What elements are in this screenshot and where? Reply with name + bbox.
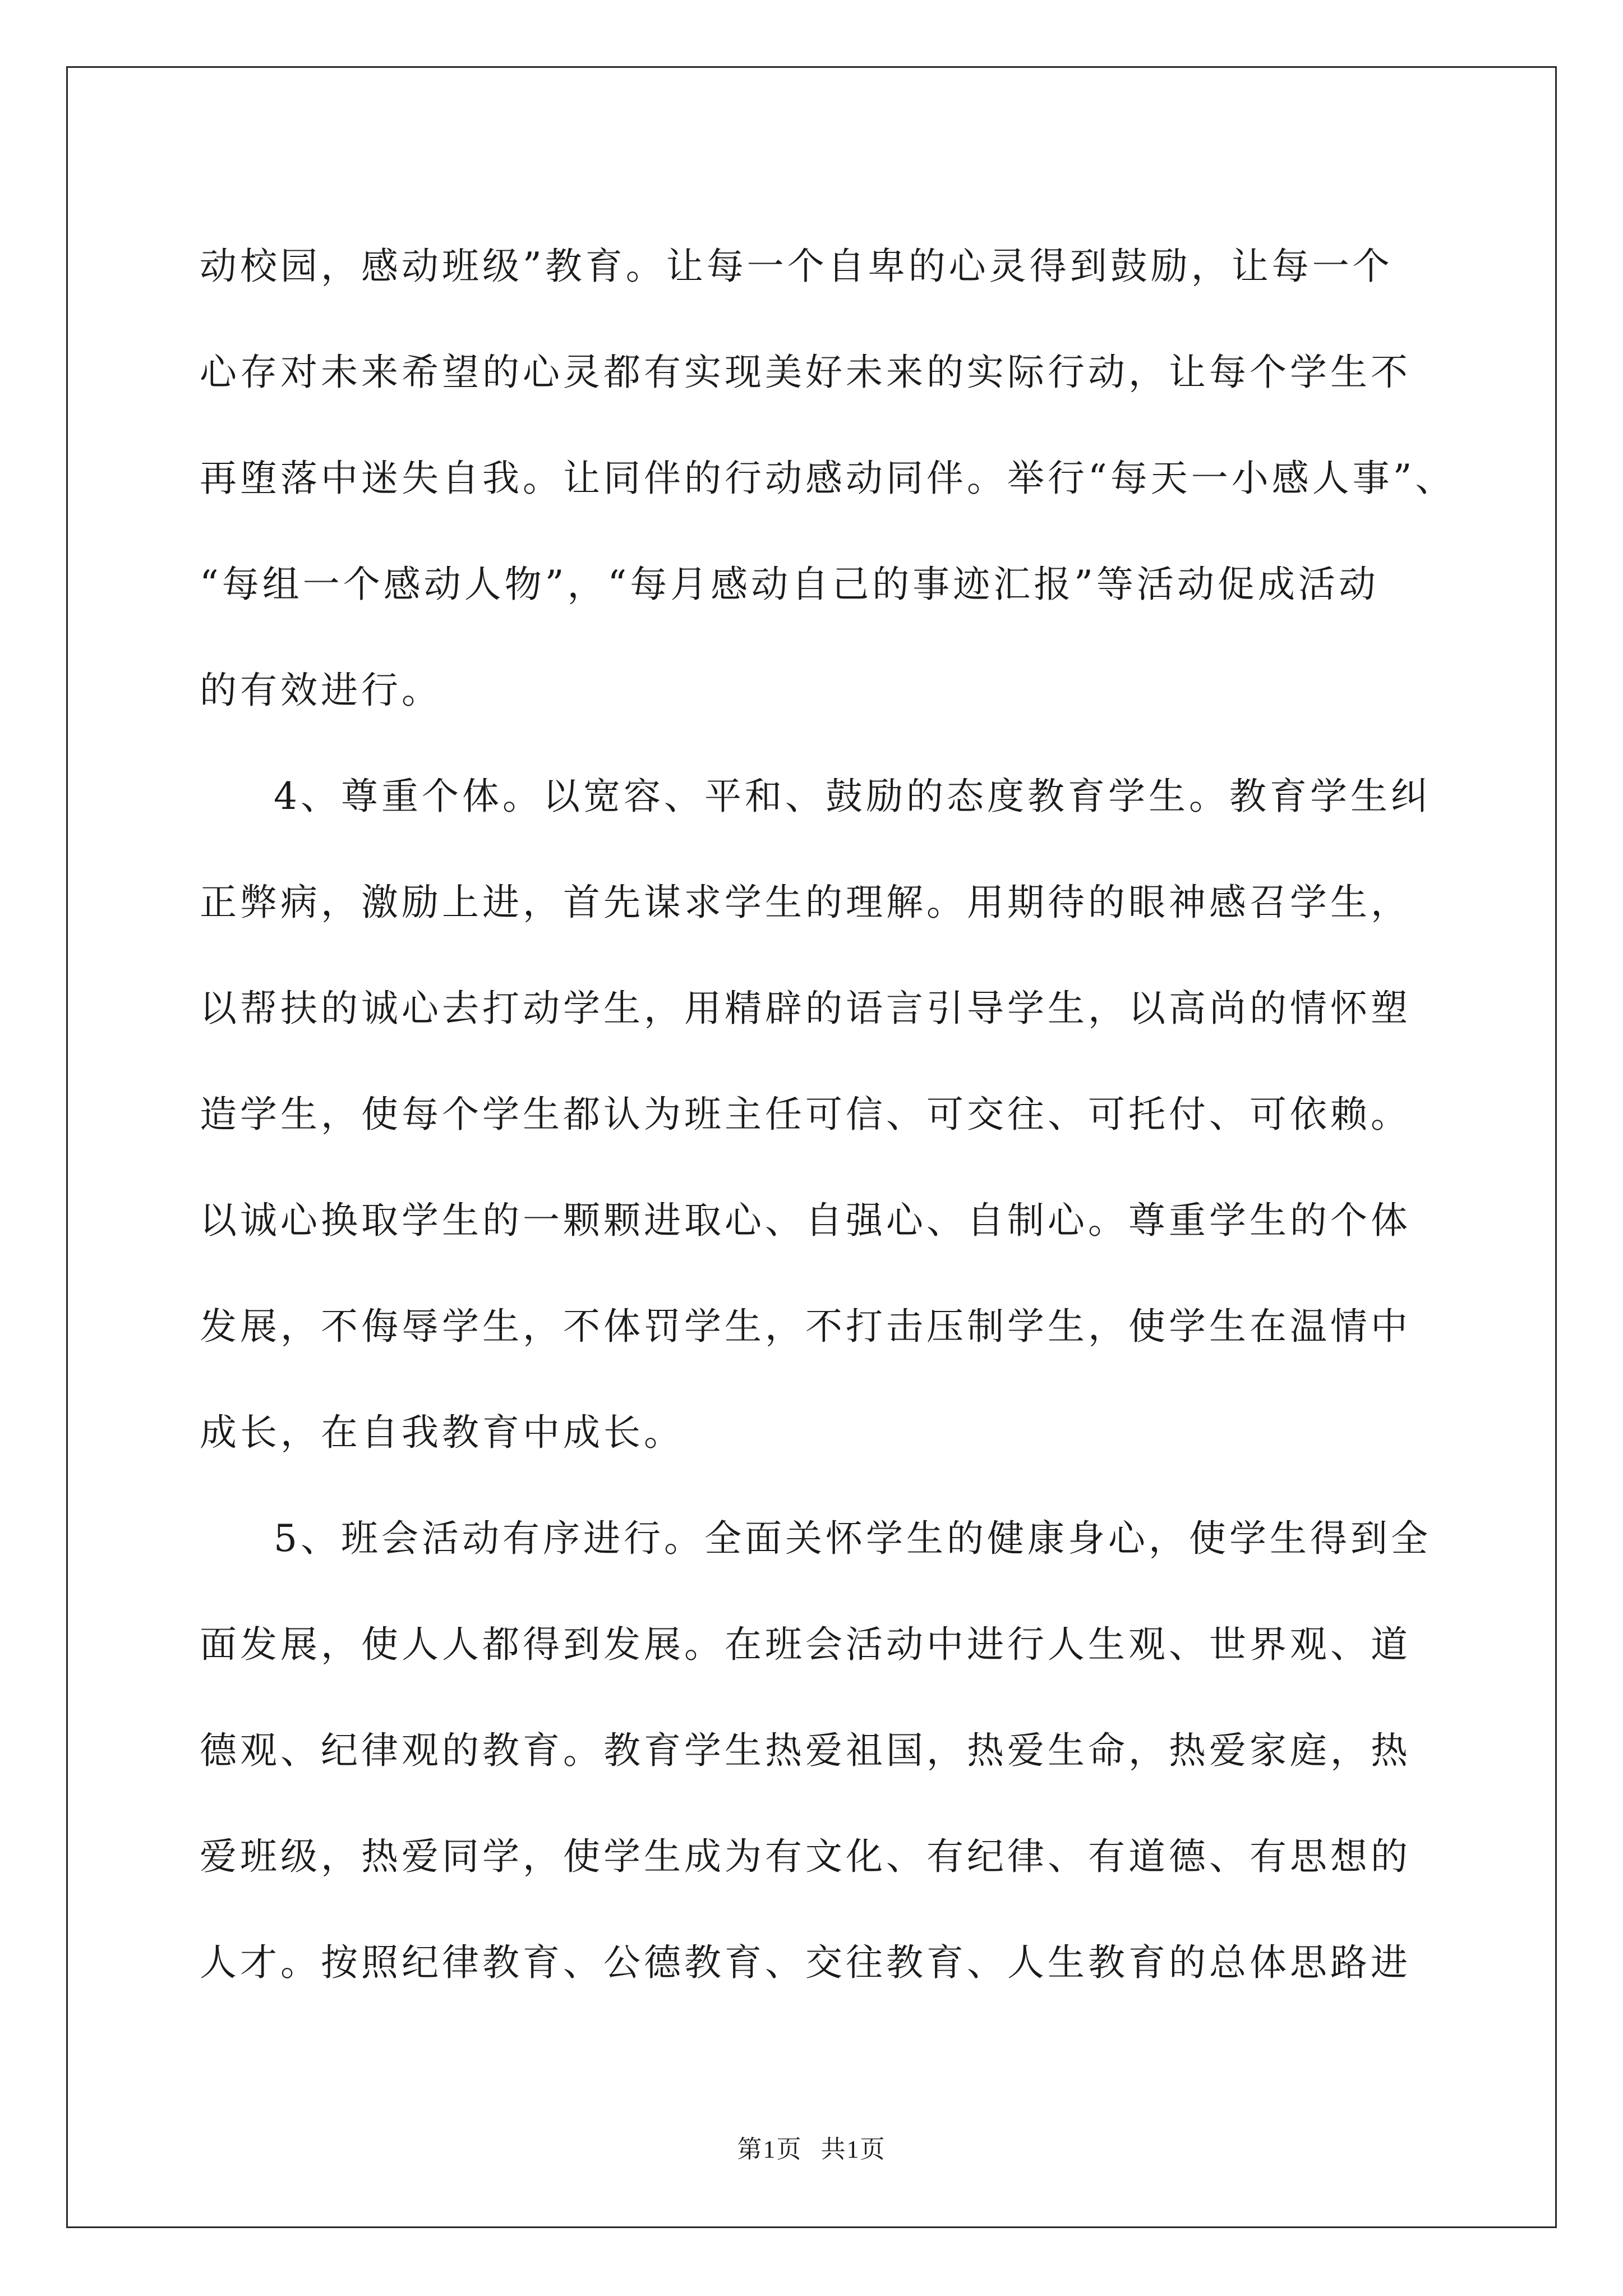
text-line: 4、尊重个体。以宽容、平和、鼓励的态度教育学生。教育学生纠 [274, 775, 1431, 818]
text-line: 正弊病，激励上进，首先谋求学生的理解。用期待的眼神感召学生， [200, 881, 1411, 924]
text-line: 以帮扶的诚心去打动学生，用精辟的语言引导学生，以高尚的情怀塑 [200, 987, 1411, 1030]
current-page-label: 第1页 [737, 2136, 803, 2163]
document-body [200, 213, 1456, 2016]
text-line: 以诚心换取学生的一颗颗进取心、自强心、自制心。尊重学生的个体 [200, 1199, 1411, 1242]
text-line: 5、班会活动有序进行。全面关怀学生的健康身心，使学生得到全 [274, 1517, 1431, 1560]
page-footer [0, 2129, 1623, 2165]
text-line: 人才。按照纪律教育、公德教育、交往教育、人生教育的总体思路进 [200, 1941, 1411, 1984]
text-line: 发展，不侮辱学生，不体罚学生，不打击压制学生，使学生在温情中 [200, 1305, 1411, 1348]
text-line: 成长，在自我教育中成长。 [200, 1411, 684, 1454]
text-line: 德观、纪律观的教育。教育学生热爱祖国，热爱生命，热爱家庭，热 [200, 1729, 1411, 1772]
total-pages-label: 共1页 [820, 2136, 886, 2163]
text-line: 面发展，使人人都得到发展。在班会活动中进行人生观、世界观、道 [200, 1623, 1411, 1666]
text-line: 心存对未来希望的心灵都有实现美好未来的实际行动，让每个学生不 [200, 351, 1411, 394]
text-line: 动校园，感动班级”教育。让每一个自卑的心灵得到鼓励，让每一个 [200, 245, 1393, 288]
text-line: 再堕落中迷失自我。让同伴的行动感动同伴。举行“每天一小感人事”、 [200, 457, 1456, 500]
text-line: 爱班级，热爱同学，使学生成为有文化、有纪律、有道德、有思想的 [200, 1835, 1411, 1878]
text-line: “每组一个感动人物”，“每月感动自己的事迹汇报”等活动促成活动 [200, 563, 1379, 606]
text-line: 造学生，使每个学生都认为班主任可信、可交往、可托付、可依赖。 [200, 1093, 1411, 1136]
text-line: 的有效进行。 [200, 669, 442, 712]
